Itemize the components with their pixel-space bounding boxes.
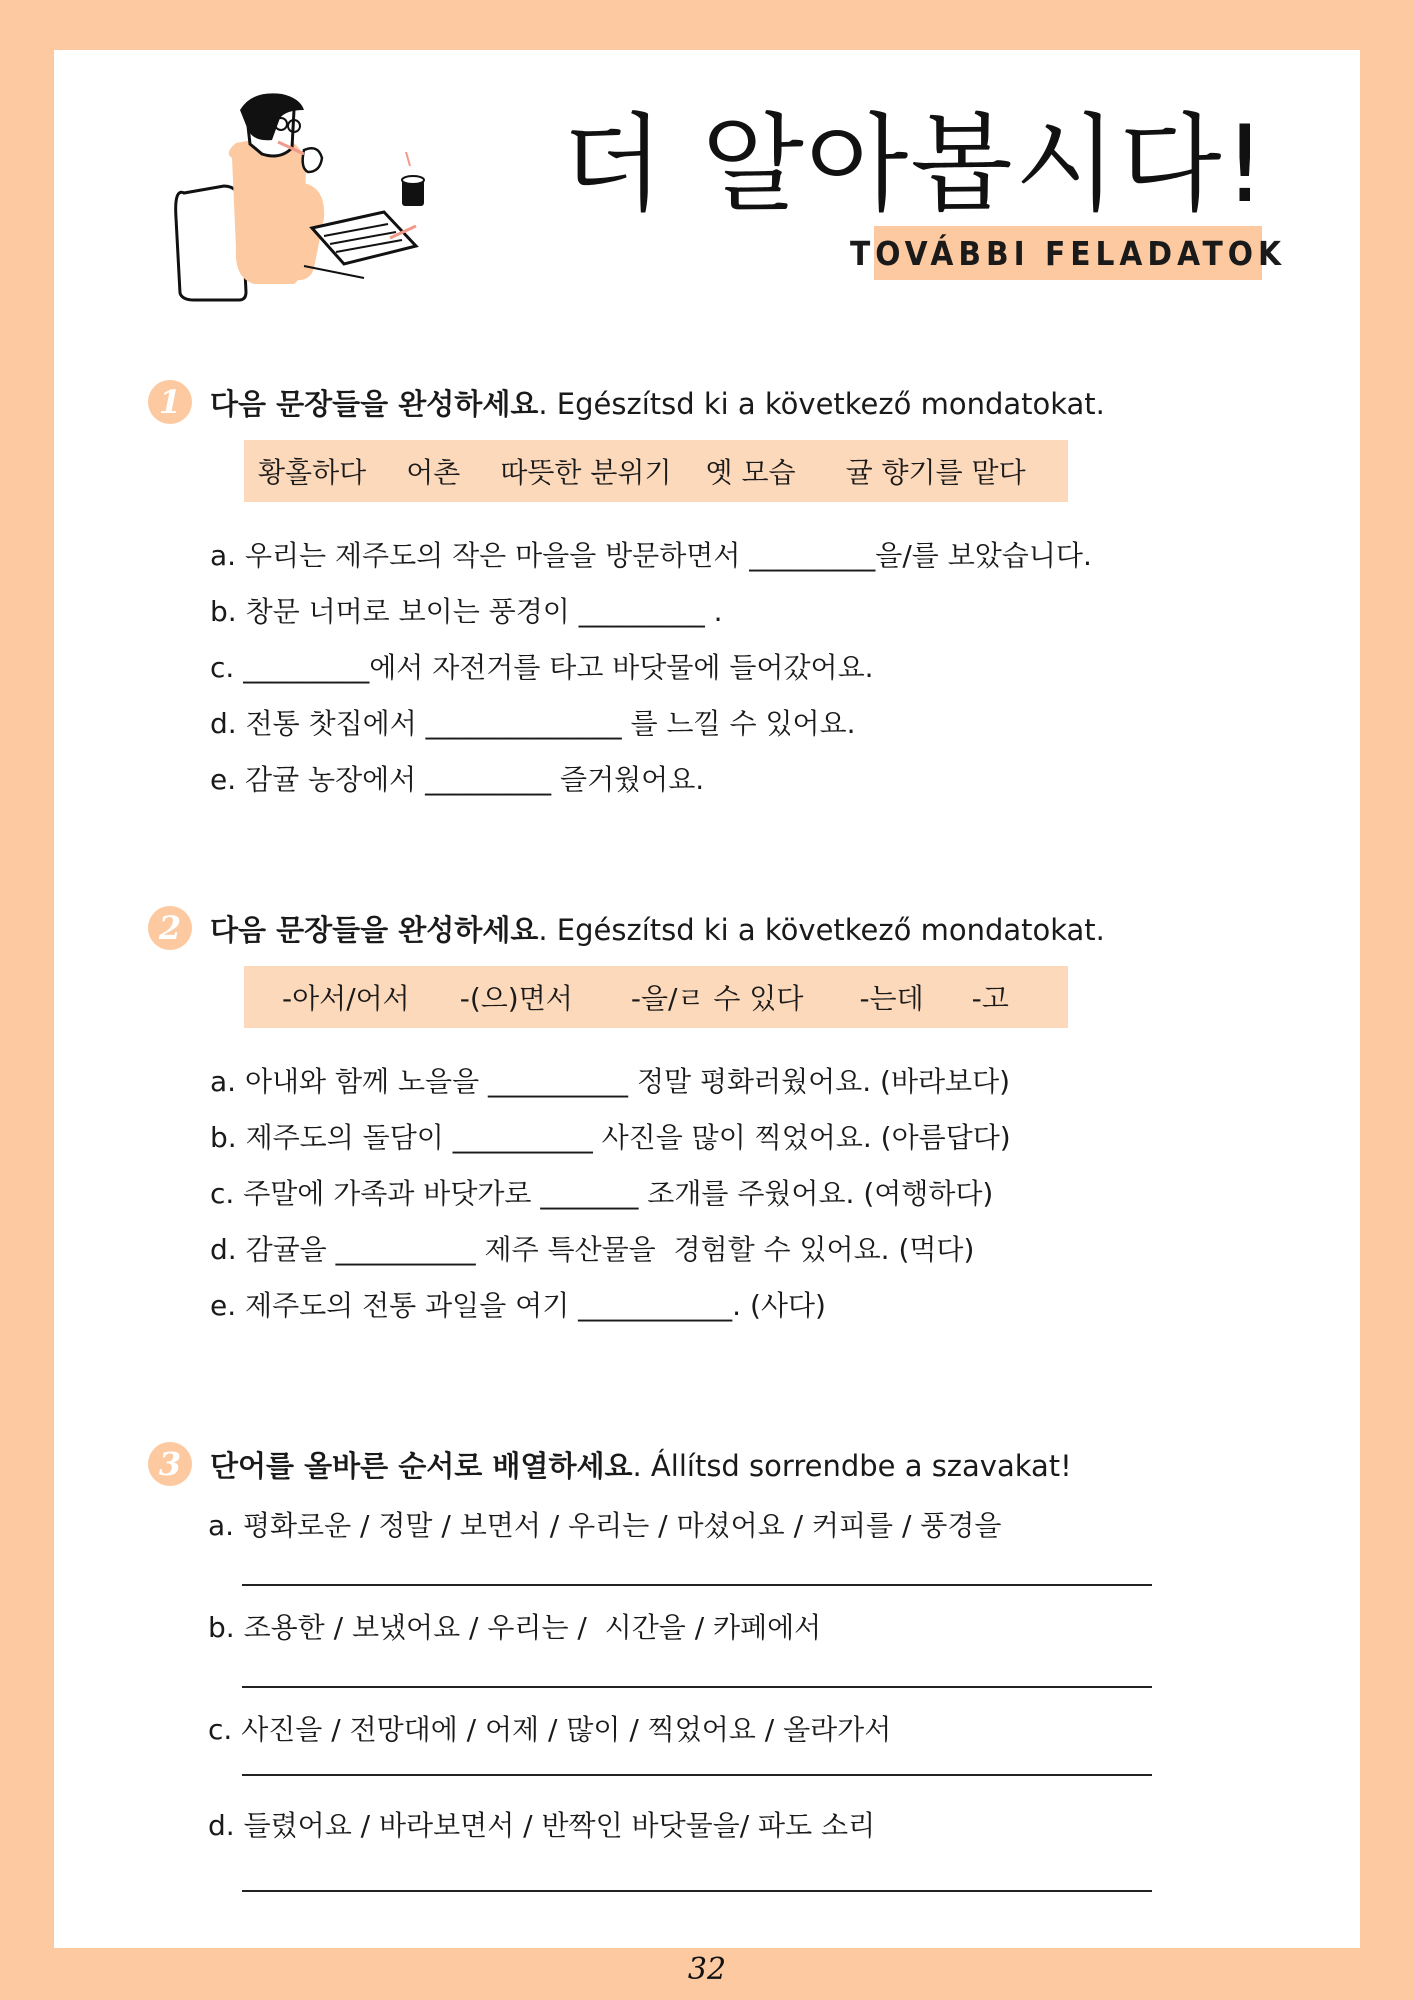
exercise-item: d. 들렸어요 / 바라보면서 / 반짝인 바닷물을/ 파도 소리	[208, 1809, 876, 1842]
exercise-number-badge: 1	[148, 380, 192, 424]
person-studying-illustration	[154, 88, 474, 308]
word-bank-item: -을/ㄹ 수 있다	[630, 982, 804, 1015]
exercise-instruction	[210, 382, 1105, 423]
exercise-2	[148, 904, 1105, 1334]
word-bank-item: -아서/어서	[282, 982, 410, 1015]
answer-line[interactable]	[242, 1584, 1152, 1586]
exercise-items	[208, 1506, 1152, 1892]
exercise-1	[148, 378, 1105, 808]
exercise-item: a. 평화로운 / 정말 / 보면서 / 우리는 / 마셨어요 / 커피를 / 풍경을	[208, 1509, 1002, 1542]
page-title: 더 알아봅시다!	[561, 103, 1268, 226]
word-bank-item: 따뜻한 분위기	[500, 456, 672, 489]
exercise-item: c. 주말에 가족과 바닷가로 _______ 조개를 주웠어요. (여행하다)	[210, 1177, 994, 1210]
word-bank-item: 황홀하다	[258, 456, 367, 489]
answer-line[interactable]	[242, 1774, 1152, 1776]
instruction-hungarian: . Egészítsd ki a következő mondatokat.	[538, 386, 1105, 421]
exercise-item: b. 조용한 / 보냈어요 / 우리는 / 시간을 / 카페에서	[208, 1611, 822, 1644]
exercise-item: c. _________에서 자전거를 타고 바닷물에 들어갔어요.	[210, 651, 874, 684]
exercise-number-badge: 2	[148, 906, 192, 950]
instruction-korean: 다음 문장들을 완성하세요	[210, 912, 539, 947]
exercise-instruction	[210, 908, 1105, 949]
word-bank-item: 어촌	[406, 456, 461, 489]
page-subtitle: TOVÁBBI FELADATOK	[850, 233, 1286, 273]
exercise-instruction	[210, 1444, 1072, 1485]
exercise-items	[210, 1054, 1105, 1334]
word-bank-item: -는데	[859, 982, 924, 1015]
exercise-1-header	[148, 378, 1105, 426]
instruction-hungarian: . Állítsd sorrendbe a szavakat!	[632, 1448, 1072, 1483]
exercise-item: d. 전통 찻집에서 ______________ 를 느낄 수 있어요.	[210, 707, 856, 740]
word-bank	[244, 440, 1068, 502]
exercise-item: c. 사진을 / 전망대에 / 어제 / 많이 / 찍었어요 / 올라가서	[208, 1713, 892, 1746]
subtitle-banner	[850, 226, 1286, 280]
instruction-korean: 단어를 올바른 순서로 배열하세요	[210, 1448, 633, 1483]
word-bank-item: -고	[971, 982, 1009, 1015]
answer-line[interactable]	[242, 1686, 1152, 1688]
exercise-number-badge: 3	[148, 1442, 192, 1486]
exercise-item: a. 아내와 함께 노을을 __________ 정말 평화러웠어요. (바라보다)	[210, 1065, 1011, 1098]
exercise-item: a. 우리는 제주도의 작은 마을을 방문하면서 _________을/를 보았습니다.	[210, 539, 1092, 572]
exercise-item: e. 감귤 농장에서 _________ 즐거웠어요.	[210, 763, 705, 796]
page-number: 32	[687, 1952, 727, 1987]
exercise-2-header	[148, 904, 1105, 952]
word-bank-item: 옛 모습	[705, 456, 796, 489]
instruction-hungarian: . Egészítsd ki a következő mondatokat.	[538, 912, 1105, 947]
exercise-item: e. 제주도의 전통 과일을 여기 ___________. (사다)	[210, 1289, 826, 1322]
answer-line[interactable]	[242, 1890, 1152, 1892]
exercise-item: b. 제주도의 돌담이 __________ 사진을 많이 찍었어요. (아름답다)	[210, 1121, 1011, 1154]
exercise-item: d. 감귤을 __________ 제주 특산물을 경험할 수 있어요. (먹다)	[210, 1233, 975, 1266]
exercise-items	[210, 528, 1105, 808]
exercise-item: b. 창문 너머로 보이는 풍경이 _________ .	[210, 595, 723, 628]
exercise-3-header	[148, 1440, 1152, 1488]
word-bank	[244, 966, 1068, 1028]
word-bank-item: -(으)면서	[459, 982, 573, 1015]
word-bank-item: 귤 향기를 맡다	[845, 456, 1026, 489]
worksheet-page	[54, 50, 1360, 1948]
exercise-3	[148, 1440, 1152, 1892]
instruction-korean: 다음 문장들을 완성하세요	[210, 386, 539, 421]
